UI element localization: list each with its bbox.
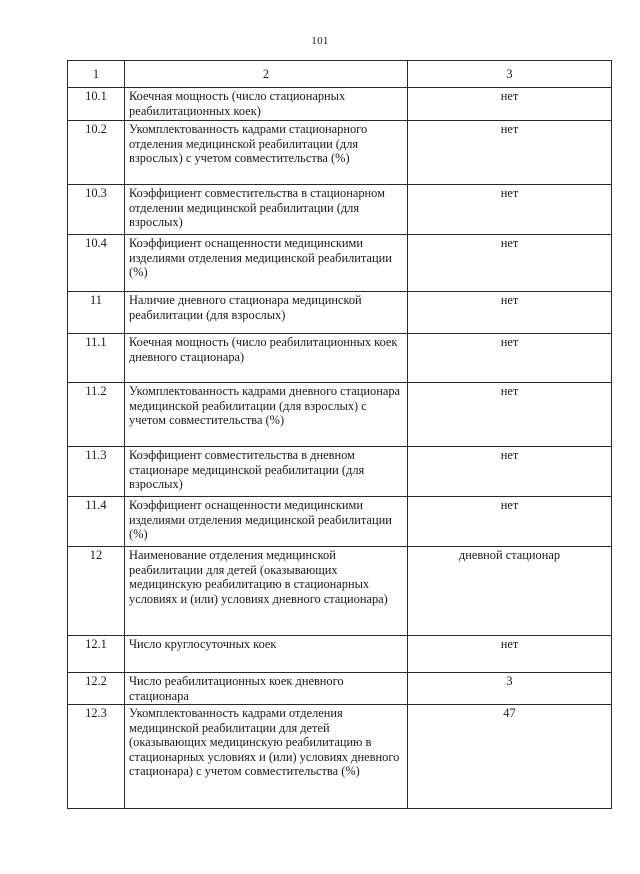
table-row — [68, 383, 612, 447]
indicator-table — [67, 60, 612, 809]
row-number: 10.3 — [68, 185, 125, 235]
row-description: Коэффициент оснащенности медицинскими изделиями отделения медицинской реабилитации (%) — [125, 497, 408, 547]
table-row — [68, 292, 612, 334]
table-row — [68, 705, 612, 809]
row-value: нет — [408, 447, 612, 497]
table-row — [68, 334, 612, 383]
row-value: нет — [408, 383, 612, 447]
row-value: 3 — [408, 673, 612, 705]
row-value: нет — [408, 292, 612, 334]
row-description: Число реабилитационных коек дневного стационара — [125, 673, 408, 705]
row-description: Укомплектованность кадрами дневного стационара медицинской реабилитации (для взрослых) с учетом совместительства (%) — [125, 383, 408, 447]
table-row — [68, 235, 612, 292]
row-description: Коэффициент оснащенности медицинскими изделиями отделения медицинской реабилитации (%) — [125, 235, 408, 292]
table-row — [68, 636, 612, 673]
row-number: 12 — [68, 547, 125, 636]
row-value: нет — [408, 121, 612, 185]
row-description: Коэффициент совместительства в дневном стационаре медицинской реабилитации (для взрослых) — [125, 447, 408, 497]
row-number: 11.1 — [68, 334, 125, 383]
row-number: 11 — [68, 292, 125, 334]
row-number: 12.3 — [68, 705, 125, 809]
row-number: 11.4 — [68, 497, 125, 547]
row-number: 12.2 — [68, 673, 125, 705]
row-number: 10.1 — [68, 88, 125, 121]
row-value: нет — [408, 88, 612, 121]
row-value: 47 — [408, 705, 612, 809]
row-value: нет — [408, 334, 612, 383]
row-value: нет — [408, 235, 612, 292]
header-col-3: 3 — [408, 61, 612, 88]
table-row — [68, 547, 612, 636]
row-value: дневной стационар — [408, 547, 612, 636]
row-description: Наличие дневного стационара медицинской реабилитации (для взрослых) — [125, 292, 408, 334]
table-row — [68, 121, 612, 185]
table-row — [68, 88, 612, 121]
row-description: Коечная мощность (число реабилитационных коек дневного стационара) — [125, 334, 408, 383]
row-value: нет — [408, 636, 612, 673]
row-number: 10.2 — [68, 121, 125, 185]
row-description: Укомплектованность кадрами стационарного отделения медицинской реабилитации (для взрослых) с учетом совместительства (%) — [125, 121, 408, 185]
row-number: 12.1 — [68, 636, 125, 673]
table-row — [68, 185, 612, 235]
row-description: Наименование отделения медицинской реабилитации для детей (оказывающих медицинскую реабилитацию в стационарных условиях и (или) условиях дневного стационара) — [125, 547, 408, 636]
row-description: Укомплектованность кадрами отделения медицинской реабилитации для детей (оказывающих медицинскую реабилитацию в стационарных условиях и (или) условиях дневного стационара) с учетом совместительства (%) — [125, 705, 408, 809]
header-col-2: 2 — [125, 61, 408, 88]
page-number: 101 — [311, 35, 329, 47]
header-col-1: 1 — [68, 61, 125, 88]
table-header-row — [68, 61, 612, 88]
row-description: Коэффициент совместительства в стационарном отделении медицинской реабилитации (для взрослых) — [125, 185, 408, 235]
table-row — [68, 447, 612, 497]
row-number: 10.4 — [68, 235, 125, 292]
row-description: Коечная мощность (число стационарных реабилитационных коек) — [125, 88, 408, 121]
table-row — [68, 673, 612, 705]
row-number: 11.3 — [68, 447, 125, 497]
table-row — [68, 497, 612, 547]
row-value: нет — [408, 185, 612, 235]
row-value: нет — [408, 497, 612, 547]
row-number: 11.2 — [68, 383, 125, 447]
row-description: Число круглосуточных коек — [125, 636, 408, 673]
